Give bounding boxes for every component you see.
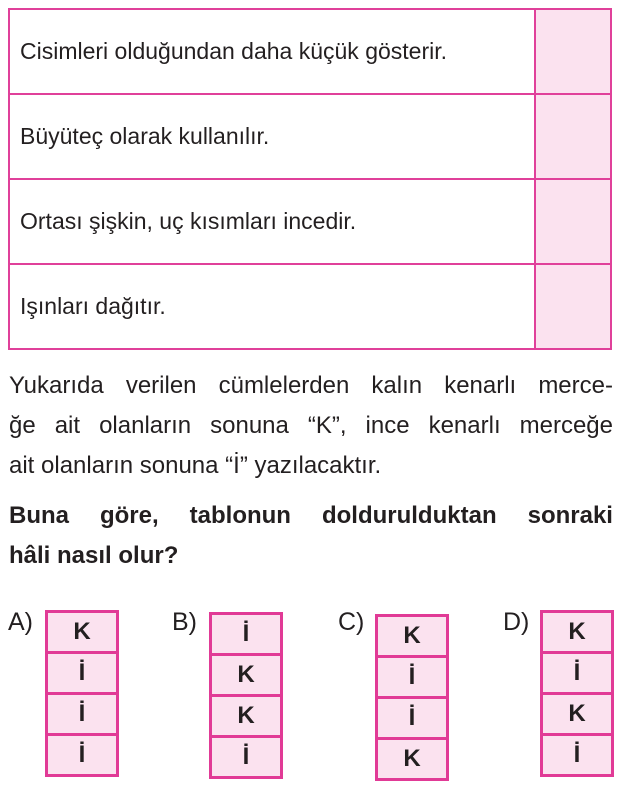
option-cell: İ [378, 658, 446, 696]
word: “K”, [307, 412, 347, 439]
option-table [45, 610, 119, 777]
word: verilen [125, 372, 197, 399]
option-table [375, 614, 449, 781]
option-letter: B) [172, 608, 197, 636]
instruction-paragraph [9, 366, 613, 486]
option-cell: K [543, 695, 611, 733]
word: kenarlı [428, 412, 501, 439]
word: merceğe [519, 412, 613, 439]
option-letter: C) [338, 608, 365, 636]
answer-cell[interactable] [535, 264, 611, 349]
option-b[interactable] [172, 608, 322, 788]
statement-text: Cisimleri olduğundan daha küçük gösterir. [9, 9, 535, 94]
statement-text: Ortası şişkin, uç kısımları incedir. [9, 179, 535, 264]
word: sonraki [527, 502, 613, 529]
option-cell: K [48, 613, 116, 651]
word: ait [54, 412, 81, 439]
statement-text: Büyüteç olarak kullanılır. [9, 94, 535, 179]
statements-table [8, 8, 612, 350]
word: hâli nasıl olur? [9, 542, 179, 569]
option-cell: İ [378, 699, 446, 737]
word: kalın [371, 372, 423, 399]
statement-row [9, 9, 611, 94]
option-cell: İ [212, 738, 280, 776]
word: ince [365, 412, 410, 439]
option-c[interactable] [338, 608, 488, 788]
option-cell: K [378, 740, 446, 778]
statement-row [9, 94, 611, 179]
option-cell: K [212, 697, 280, 735]
word: sonuna [210, 412, 289, 439]
instruction-line [9, 366, 613, 406]
option-cell: İ [48, 736, 116, 774]
option-cell: İ [543, 654, 611, 692]
word: olanların [99, 412, 192, 439]
option-letter: A) [8, 608, 33, 636]
word: Buna [9, 502, 69, 529]
word: göre, [99, 502, 159, 529]
word: cümlelerden [218, 372, 350, 399]
answer-cell[interactable] [535, 179, 611, 264]
option-cell: K [378, 617, 446, 655]
instruction-line [9, 446, 613, 486]
word: merce- [538, 372, 613, 399]
question-line [9, 496, 613, 536]
word: kenarlı [444, 372, 517, 399]
option-table [540, 610, 614, 777]
option-cell: İ [48, 654, 116, 692]
word: ğe [9, 412, 36, 439]
answer-cell[interactable] [535, 9, 611, 94]
option-cell: K [543, 613, 611, 651]
option-cell: İ [543, 736, 611, 774]
option-cell: İ [48, 695, 116, 733]
question-text [9, 496, 613, 576]
word: ait olanların sonuna “İ” yazılacaktır. [9, 452, 382, 479]
statement-text: Işınları dağıtır. [9, 264, 535, 349]
option-a[interactable] [8, 608, 158, 788]
option-cell: K [212, 656, 280, 694]
option-d[interactable] [503, 608, 622, 788]
instruction-line [9, 406, 613, 446]
answer-cell[interactable] [535, 94, 611, 179]
question-line [9, 536, 613, 576]
option-cell: İ [212, 615, 280, 653]
word: Yukarıda [9, 372, 104, 399]
option-table [209, 612, 283, 779]
word: doldurulduktan [321, 502, 497, 529]
word: tablonun [189, 502, 291, 529]
statement-row [9, 179, 611, 264]
option-letter: D) [503, 608, 530, 636]
statement-row [9, 264, 611, 349]
